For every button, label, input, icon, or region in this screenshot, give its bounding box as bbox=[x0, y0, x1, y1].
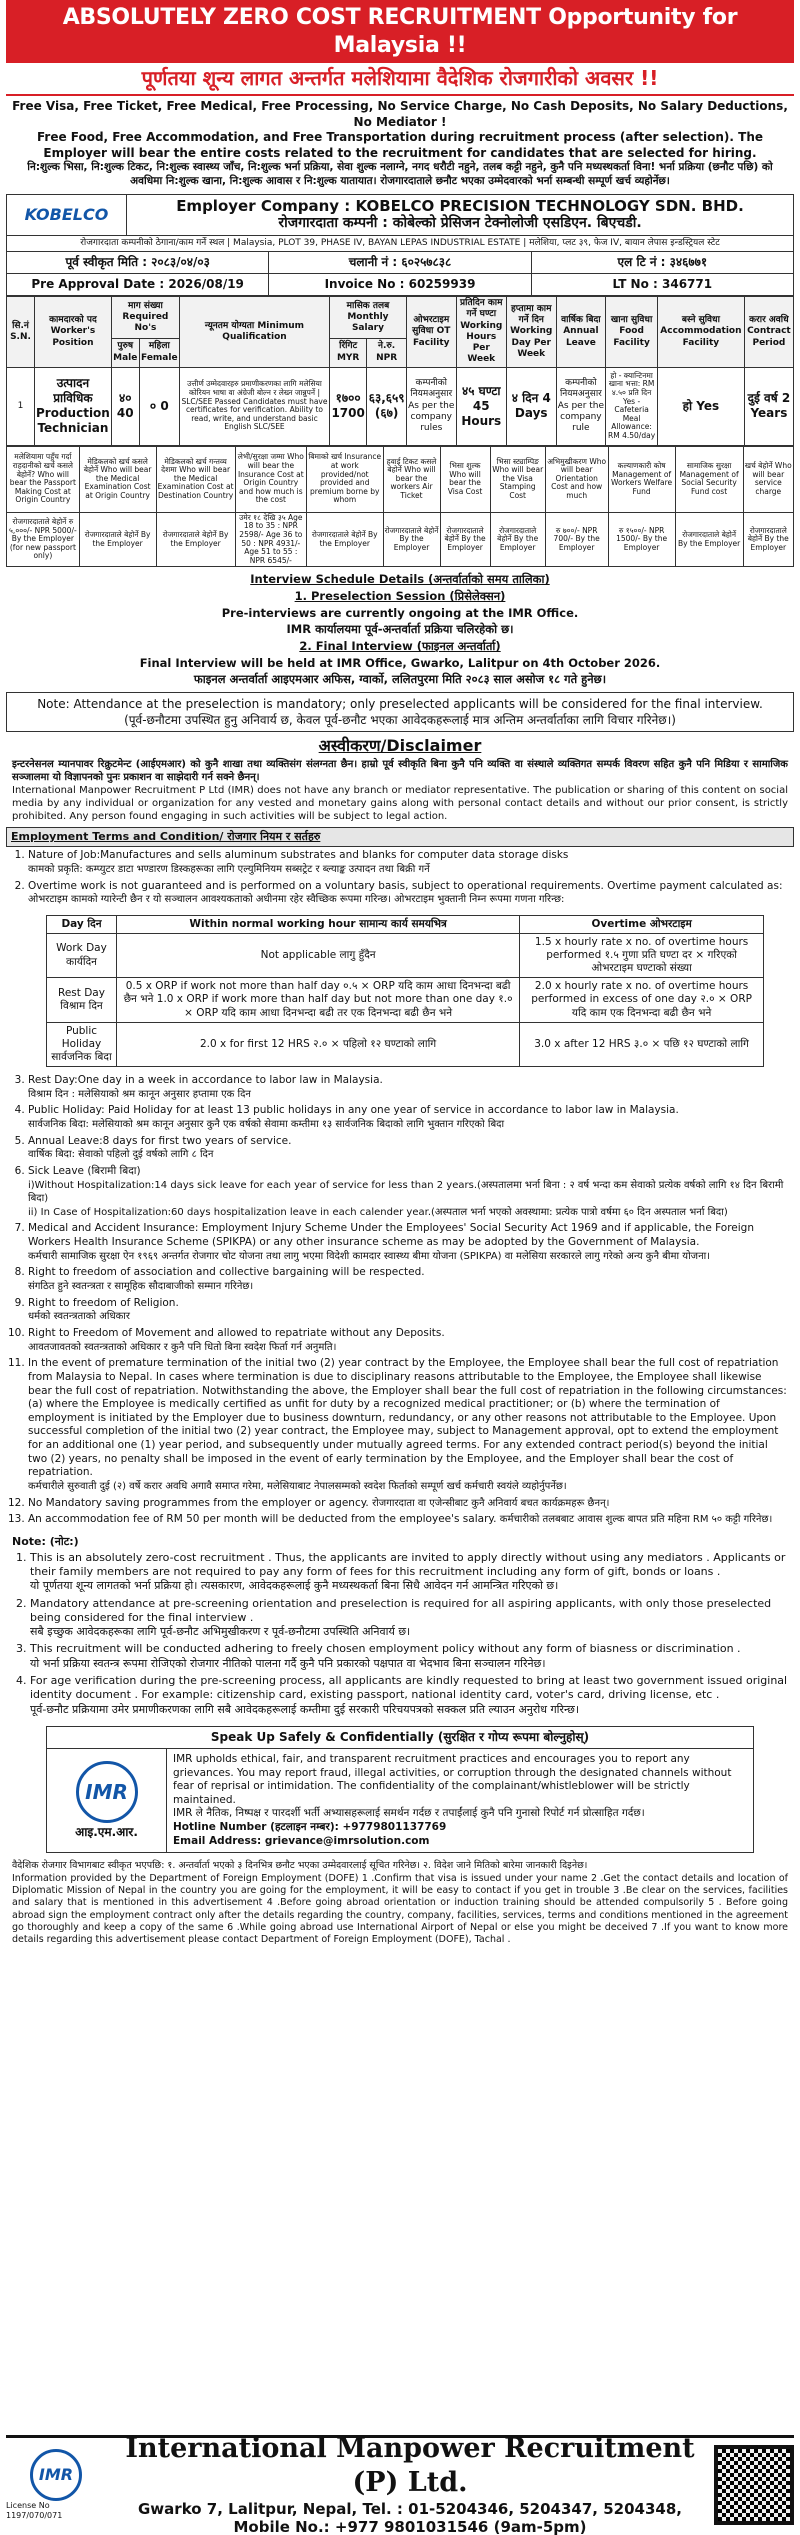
cost-value-cell: रोजगारदाताले बेहोर्ने By the Employer bbox=[490, 512, 545, 567]
footer-address: Gwarko 7, Lalitpur, Nepal, Tel. : 01-5204346, 5204347, 5204348, bbox=[138, 2499, 682, 2518]
job-table bbox=[6, 296, 794, 446]
imr-logo bbox=[47, 1749, 167, 1852]
lt-no-np: एल टि नं : ३४६७७१ bbox=[617, 255, 708, 270]
reference-row-en bbox=[6, 274, 794, 296]
notes-list bbox=[6, 1549, 794, 1722]
final-heading: 2. Final Interview (फाइनल अन्तर्वार्ता) bbox=[299, 639, 501, 654]
note-item: 1. This is an absolutely zero-cost recruitment . Thus, the applicants are invited to apply directly without using any mediators . Applicants or their family members are not required to pay any form of fees for this recruitment including any form of gift, bonds or loans . यो पूर्णतया शून्य लागतको भर्ना प्रक्रिया हो। त्यसकारण, आवेदकहरूलाई कुनै मध्यस्थकर्ता बिना सिधै आवेदन गर्न आमन्त्रित गरिएको छ। bbox=[30, 1551, 788, 1594]
cost-value-cell: रोजगारदाताले बेहोर्ने रु ५,०००/- NPR 5000/- By the Employer (for new passport only) bbox=[7, 512, 80, 567]
lead-line-2: Free Food, Free Accommodation, and Free Transportation during recruitment process (after selection). The bbox=[36, 130, 764, 145]
th-position: कामदारको पद Worker's Position bbox=[35, 297, 112, 368]
pre-approval-np: पूर्व स्वीकृत मिति : २०८३/०४/०३ bbox=[7, 252, 269, 273]
interview-title: Interview Schedule Details (अन्तर्वार्ताको समय तालिका) bbox=[250, 572, 550, 587]
dofe-info-en: Information provided by the Department of Foreign Employment (DOFE) 1 .Confirm that visa is issued under your name 2 .Get the contact details and location of Diplomatic Mission of Nepal in the country you are going for the employment, it will be easy to contact if you get in trouble 3 .Be clear on the services, facilities and salary that is mentioned in this advertisement 4 .Before going abroad orientation or induction training should be attended compulsorily 5 . Before going abroad sign the employment contract only after the details regarding the country, company, facilities, services, terms and conditions mentioned in the agreement go thoroughly and keep a copy of the same 6 .While going abroad use International Airport of Nepal or else you might be deceived 7 .If you want to know more details regarding this advertisement please contact Department of Foreign Employment (DOFE), Tachal . bbox=[12, 1872, 788, 1946]
cell-qualification: उत्तीर्ण उम्मेदवारहरु प्रमाणीकरणका लागि मलेसिया कोरियन भाषा वा अंग्रेजी बोल्न र लेख्न जान्नुपर्ने | SLC/SEE Passed Candidates must have certificates for verification. Ability to read, write, and understand basic English SLC/SEE bbox=[179, 367, 329, 445]
th-days: हप्तामा काम गर्ने दिन Working Day Per Week bbox=[506, 297, 556, 368]
ot-th-normal: Within normal working hour सामान्य कार्य समयभित्र bbox=[117, 915, 520, 933]
cell-myr: १७०० 1700 bbox=[329, 367, 366, 445]
footer-company-name: International Manpower Recruitment (P) Ltd. bbox=[125, 2433, 695, 2498]
preselection-heading: 1. Preselection Session (प्रिसेलेक्सन) bbox=[294, 589, 506, 604]
speak-up-title: Speak Up Safely & Confidentially (सुरक्षित र गोप्य रूपमा बोल्नुहोस्) bbox=[47, 1727, 753, 1749]
cost-header-cell: अभिमुखीकरण Who will bear Orientation Cost and how much bbox=[545, 446, 608, 512]
cost-header-cell: सामाजिक सुरक्षा Management of Social Security Fund cost bbox=[675, 446, 743, 512]
kobelco-logo: KOBELCO bbox=[7, 195, 127, 235]
speak-up-text: IMR upholds ethical, fair, and transparent recruitment practices and encourages you to report any grievances. You may report fraud, illegal activities, or corruption through the designated channels without fear of reprisal or intimidation. The confidentiality of the complainant/whistleblower will be strictly maintained. bbox=[173, 1752, 732, 1806]
footer-imr-logo-icon: IMR bbox=[30, 2449, 82, 2501]
term-item: 13. An accommodation fee of RM 50 per month will be deducted from the employee's salary. कर्मचारीको तलबबाट आवास शुल्क बापत प्रति महिना RM ५० कट्टी गरिनेछ। bbox=[28, 1513, 788, 1527]
table-row bbox=[7, 367, 794, 445]
cost-header-cell: बिमाको खर्च Insurance at work provided/not provided and premium borne by whom bbox=[306, 446, 383, 512]
cell-accom: हो Yes bbox=[658, 367, 745, 445]
th-contract: करार अवधि Contract Period bbox=[744, 297, 793, 368]
th-ot: ओभरटाइम सुविधा OT Facility bbox=[406, 297, 456, 368]
table-row: Public Holiday सार्वजनिक बिदा 2.0 x for first 12 HRS २.० × पहिलो १२ घण्टाको लागि 3.0 x after 12 HRS ३.० × पछि १२ घण्टाको लागि bbox=[47, 1022, 764, 1066]
title-english: ABSOLUTELY ZERO COST RECRUITMENT Opportunity for Malaysia !! bbox=[6, 0, 794, 63]
grievance-email[interactable]: Email Address: grievance@imrsolution.com bbox=[173, 1834, 430, 1847]
ot-th-day: Day दिन bbox=[47, 915, 117, 933]
disclaimer-body bbox=[6, 756, 794, 827]
cell-position: उत्पादन प्राविधिक Production Technician bbox=[35, 367, 112, 445]
invoice-np: चलानी नं : ६०२५७८३८ bbox=[269, 252, 531, 273]
interview-schedule bbox=[6, 567, 794, 692]
th-accom: बस्ने सुविधा Accommodation Facility bbox=[658, 297, 745, 368]
disclaimer-title: अस्वीकरण/Disclaimer bbox=[318, 736, 482, 756]
term-item: 4. Public Holiday: Paid Holiday for at least 13 public holidays in any one year of service in accordance to labor law in Malaysia. सार्वजनिक बिदा: मलेसियाको श्रम कानून अनुसार कुनै एक वर्षको सेवामा कम्तीमा १३ सार्वजनिक बिदाको लागि भुक्तान गरिएको बिदा bbox=[28, 1104, 788, 1131]
employer-name-en: Employer Company : KOBELCO PRECISION TECHNOLOGY SDN. BHD. bbox=[176, 196, 744, 215]
th-female: महिला Female bbox=[139, 338, 179, 367]
cost-header-cell: कल्याणकारी कोष Management of Workers Welfare Fund bbox=[608, 446, 675, 512]
footer-mobile: Mobile No.: +977 9801031546 (9am-5pm) bbox=[233, 2518, 587, 2535]
cell-food: हो - क्यान्टिनमा खाना भत्ता: RM ४.५० प्रति दिन Yes - Cafeteria Meal Allowance: RM 4.50/day bbox=[606, 367, 658, 445]
cell-hours: ४५ घण्टा 45 Hours bbox=[456, 367, 506, 445]
employer-block bbox=[6, 194, 794, 236]
cell-ot: कम्पनीको नियमअनुसार As per the company rules bbox=[406, 367, 456, 445]
th-male: पुरुष Male bbox=[111, 338, 139, 367]
term-item: 12. No Mandatory saving programmes from the employer or agency. रोजगारदाता वा एजेन्सीबाट कुनै अनिवार्य बचत कार्यक्रमहरू छैनन्। bbox=[28, 1497, 788, 1511]
cell-male: ४० 40 bbox=[111, 367, 139, 445]
employer-name-np: रोजगारदाता कम्पनी : कोबेल्को प्रेसिजन टेक्नोलोजी एसडिएन. बिएचडी. bbox=[278, 215, 642, 232]
cost-table bbox=[6, 446, 794, 568]
speak-up-text-np: IMR ले नैतिक, निष्पक्ष र पारदर्शी भर्ती अभ्यासहरूलाई समर्थन गर्दछ र तपाईंलाई कुनै पनि गुनासो रिपोर्ट गर्न प्रोत्साहित गर्दछ। bbox=[173, 1807, 645, 1820]
note-item: 2. Mandatory attendance at pre-screening orientation and preselection is required for all aspiring applicants, with only those preselected being considered for the final interview . सबै इच्छुक आवेदकहरूका लागि पूर्व-छनौट अभिमुखीकरण र पूर्व-छनौटमा उपस्थिति अनिवार्य छ। bbox=[30, 1597, 788, 1640]
attendance-en: Note: Attendance at the preselection is mandatory; only preselected applicants will be considered for the final interview. bbox=[37, 697, 763, 712]
disclaimer-np: इन्टरनेसनल म्यानपावर रिक्रुटमेन्ट (आईएमआर) को कुनै शाखा तथा व्यक्तिसंग संलग्नता छैन। हाम्रो पूर्व स्वीकृति बिना कुनै पनि व्यक्ति वा संस्थाले व्यक्तिगत सम्पर्क विवरण सहित कुनै पनि मिडिया र सामाजिक सञ्जालमा यो विज्ञापनको पुनः प्रकाशन वा साझेदारी गर्न सक्ने छैनन्। bbox=[12, 759, 788, 784]
cost-header-cell: मेडिकलको खर्च गन्तव्य देशमा Who will bear the Medical Examination Cost at Destination Country bbox=[156, 446, 235, 512]
th-required: माग संख्या Required No's bbox=[111, 297, 179, 339]
cell-sn: 1 bbox=[7, 367, 35, 445]
term-item: 7. Medical and Accident Insurance: Employment Injury Scheme Under the Employees' Social Security Act 1969 and if applicable, the Foreign Workers Health Insurance Scheme (SPIKPA) or any other insurance scheme as may be adopted by the Government of Malaysia. कर्मचारी सामाजिक सुरक्षा ऐन १९६९ अन्तर्गत रोजगार चोट योजना तथा लागु भएमा विदेशी कामदार स्वास्थ्य बीमा योजना (SPIKPA) वा मलेसिया सरकारले लागु गरेको अन्य कुनै बीमा योजना। bbox=[28, 1222, 788, 1263]
cell-female: ० 0 bbox=[139, 367, 179, 445]
cost-value-cell: रु १५००/- NPR 1500/- By the Employer bbox=[608, 512, 675, 567]
note-item: 3. This recruitment will be conducted adhering to freely chosen employment policy without any form of biasness or discrimination . यो भर्ना प्रक्रिया स्वतन्त्र रूपमा रोजिएको रोजगार नीतिको पालना गर्दै कुनै पनि प्रकारको पक्षपात वा भेदभाव बिना सञ्चालन गरिनेछ। bbox=[30, 1642, 788, 1671]
cost-header-cell: भिसा शुल्क Who will bear the Visa Cost bbox=[440, 446, 490, 512]
lead-line-3: Employer will bear the entire costs related to the recruitment for candidates that are selected for hiring. bbox=[43, 145, 757, 160]
th-leave: वार्षिक बिदा Annual Leave bbox=[556, 297, 606, 368]
cost-header-cell: लेभी/सुरक्षा जम्मा Who will bear the Insurance Cost at Origin Country and how much is the cost bbox=[235, 446, 306, 512]
preselection-np: IMR कार्यालयमा पूर्व-अन्तर्वार्ता प्रक्रिया चलिरहेको छ। bbox=[286, 622, 514, 637]
cost-value-cell: रोजगारदाताले बेहोर्ने By the Employer bbox=[383, 512, 440, 567]
free-benefits bbox=[6, 96, 794, 192]
ot-th-over: Overtime ओभरटाइम bbox=[520, 915, 764, 933]
cost-value-cell: रोजगारदाताले बेहोर्ने By the Employer bbox=[306, 512, 383, 567]
table-row: Work Day कार्यदिन Not applicable लागु हुँदैन 1.5 x hourly rate x no. of overtime hours performed १.५ गुणा प्रति घण्टा दर × गरिएको ओभरटाइम घण्टाको संख्या bbox=[47, 933, 764, 977]
cost-value-cell: रोजगारदाताले बेहोर्ने By the Employer bbox=[79, 512, 156, 567]
table-row: Rest Day विश्राम दिन 0.5 x ORP if work not more than half day ०.५ × ORP यदि काम आधा दिनभन्दा बढी छैन भने 1.0 x ORP if work more than half day but not more than one day १.० × ORP यदि काम आधा दिनभन्दा बढी तर एक दिनभन्दा बढी छैन भने 2.0 x hourly rate x no. of overtime hours performed in excess of one day २.० × ORP यदि काम एक दिनभन्दा बढी छैन भने bbox=[47, 978, 764, 1022]
term-item: 10. Right to Freedom of Movement and allowed to repatriate without any Deposits. आवतजावतको स्वतन्त्रताको अधिकार र कुनै पनि धितो बिना स्वदेश फिर्ता गर्न अनुमति। bbox=[28, 1327, 788, 1354]
th-myr: रिंगिट MYR bbox=[329, 338, 366, 367]
term-item: 3. Rest Day:One day in a week in accordance to labor law in Malaysia. विश्राम दिन : मलेसियाको श्रम कानून अनुसार हप्तामा एक दिन bbox=[28, 1074, 788, 1101]
cell-days: ४ दिन 4 Days bbox=[506, 367, 556, 445]
speak-up-box bbox=[46, 1726, 754, 1853]
notes-title: Note: (नोट:) bbox=[12, 1534, 79, 1548]
term-item: 6. Sick Leave (बिरामी बिदा) i)Without Hospitalization:14 days sick leave for each year of service for less than 2 years.(अस्पतालमा भर्ना बिना : २ वर्ष भन्दा कम सेवाको प्रत्येक वर्षको लागि १४ दिन बिरामी बिदा) ii) In Case of Hospitalization:60 days hospitalization leave in each calender year.(अस्पताल भर्ना भएको अवस्थामा: प्रत्येक पात्रो वर्षमा ६० दिन अस्पताल भर्ना बिदा) bbox=[28, 1165, 788, 1220]
lt-number: LT No : 346771 bbox=[612, 277, 713, 292]
th-salary: मासिक तलब Monthly Salary bbox=[329, 297, 406, 339]
cost-header-cell: मलेशियामा पहुँच गर्दा राहदानीको खर्च कसले बेहोर्ने? Who will bear the Passport Making Cost at Origin Country bbox=[7, 446, 80, 512]
final-np: फाइनल अन्तर्वार्ता आइएमआर अफिस, ग्वार्को, ललितपुरमा मिति २०८३ साल असोज १८ गते हुनेछ। bbox=[193, 672, 607, 687]
cost-value-cell: उमेर १८ देखि ३५ Age 18 to 35 : NPR 2598/- Age 36 to 50 : NPR 4931/- Age 51 to 55 : NPR 6545/- bbox=[235, 512, 306, 567]
terms-list bbox=[6, 847, 794, 912]
cost-header-cell: खर्च बेहोर्ने Who will bear service charge bbox=[743, 446, 793, 512]
terms-list-continued bbox=[6, 1072, 794, 1532]
term-item: 11. In the event of premature termination of the initial two (2) year contract by the Employee, the Employee shall bear the full cost of repatriation from Malaysia to Nepal. In cases where termination is due to disciplinary reasons attributable to the Employee, the Employee shall likewise bear the full cost of repatriation. Notwithstanding the above, the Employer shall bear the full cost of repatriation in the following circumstances: (a) where the Employee is medically certified as unfit for duty by a recognized medical practitioner; or (b) where the termination of employment is initiated by the Employer due to business downturn, redundancy, or any other reasons not attributable to the Employee. Upon successful completion of the initial two (2) year contract, the Employee may, subject to Management approval, opt to extend the employment for an additional one (1) year period, and subsequently under mutually agreed terms. For any extended contract period(s) beyond the initial two (2) years, no penalty shall be imposed in the event of early termination by the Employee, and the Employer shall bear the cost of repatriation. कर्मचारीले सुरुवाती दुई (२) वर्षे करार अवधि अगावै समाप्त गरेमा, मलेसियाबाट नेपालसम्मको स्वदेश फिर्ताको सम्पूर्ण खर्च कर्मचारी स्वयंले व्यहोर्नुपर्नेछ। bbox=[28, 1357, 788, 1493]
term-item: 5. Annual Leave:8 days for first two years of service. वार्षिक बिदा: सेवाको पहिलो दुई वर्षको लागि ८ दिन bbox=[28, 1135, 788, 1162]
imr-logo-icon: IMR bbox=[76, 1761, 138, 1823]
attendance-np: (पूर्व-छनौटमा उपस्थित हुनु अनिवार्य छ, केवल पूर्व-छनौट भएका आवेदकहरूलाई मात्र अन्तिम अन्तर्वार्ताका लागि विचार गरिनेछ।) bbox=[124, 713, 676, 728]
term-item: 9. Right to freedom of Religion. धर्मको स्वतन्त्रताको अधिकार bbox=[28, 1297, 788, 1324]
hotline-number: Hotline Number (हटलाइन नम्बर): +9779801137769 bbox=[173, 1821, 447, 1834]
terms-title: Employment Terms and Condition/ रोजगार नियम र सर्तहरु bbox=[6, 827, 794, 847]
cost-value-row bbox=[7, 512, 794, 567]
cost-header-cell: हवाई टिकट कसले बेहोर्ने Who will bear the workers Air Ticket bbox=[383, 446, 440, 512]
cell-leave: कम्पनीको नियमअनुसार As per the company rule bbox=[556, 367, 606, 445]
cost-header-cell: मेडिकलको खर्च कसले बेहोर्ने Who will bear the Medical Examination Cost at Origin Country bbox=[79, 446, 156, 512]
th-hours: प्रतिदिन काम गर्ने घण्टा Working Hours Per Week bbox=[456, 297, 506, 368]
th-qualification: न्यूनतम योग्यता Minimum Qualification bbox=[179, 297, 329, 368]
cost-value-cell: रोजगारदाताले बेहोर्ने By the Employer bbox=[743, 512, 793, 567]
attendance-note bbox=[6, 692, 794, 732]
footer bbox=[6, 2433, 794, 2535]
term-item: 1. Nature of Job:Manufactures and sells aluminum substrates and blanks for computer data storage disks कामको प्रकृति: कम्प्युटर डाटा भण्डारण डिस्कहरूका लागि एल्युमिनियम सब्सट्रेट र ब्ल्याङ्क उत्पादन तथा बिक्री गर्ने bbox=[28, 849, 788, 876]
cost-value-cell: रोजगारदाताले बेहोर्ने By the Employer bbox=[156, 512, 235, 567]
reference-row-np bbox=[6, 252, 794, 274]
title-nepali: पूर्णतया शून्य लागत अन्तर्गत मलेशियामा वैदेशिक रोजगारीको अवसर !! bbox=[6, 63, 794, 96]
th-npr: ने.रु. NPR bbox=[367, 338, 407, 367]
term-item: 2. Overtime work is not guaranteed and is performed on a voluntary basis, subject to operational requirements. Overtime payment calculated as: ओभरटाइम कामको ग्यारेन्टी छैन र यो सञ्चालन आवश्यकताको अधीनमा रहेर स्वैच्छिक रूपमा गरिन्छ। ओभरटाइम भुक्तानी निम्न रूपमा गणना गरिन्छ: bbox=[28, 880, 788, 907]
pre-approval-date: Pre Approval Date : 2026/08/19 bbox=[7, 274, 269, 295]
disclaimer-en: International Manpower Recruitment P Ltd (IMR) does not have any branch or mediator representative. The publication or sharing of this content on social media by any individual or organization for any vested and monetary gains along with personal contact details and without our prior consent, is strictly prohibited. Any person found engaging in such activities will be subject to legal action. bbox=[12, 785, 788, 823]
lead-nepali: नि:शुल्क भिसा, नि:शुल्क टिकट, नि:शुल्क स्वास्थ्य जाँच, नि:शुल्क भर्ना प्रक्रिया, सेवा शुल्क नलाग्ने, नगद धरौटी नहुने, तलब कट्टी नहुने, कुनै पनि मध्यस्थकर्ता विना! भर्ना प्रक्रिया (छनौट पछि) को अवधिमा नि:शुल्क खाना, नि:शुल्क आवास र नि:शुल्क यातायात। रोजगारदाताले छनौट भएका उम्मेदवारको भर्ना सम्बन्धी सम्पूर्ण खर्च व्यहोर्नेछ। bbox=[27, 161, 773, 188]
th-sn: सि.नं S.N. bbox=[7, 297, 35, 368]
cell-contract: दुई वर्ष 2 Years bbox=[744, 367, 793, 445]
dofe-info bbox=[6, 1857, 794, 1949]
cell-npr: ६३,६५९ (६७) bbox=[367, 367, 407, 445]
license-number: License No 1197/070/071 bbox=[6, 2500, 63, 2520]
dofe-info-np: वैदेशिक रोजगार विभागबाट स्वीकृत भएपछि: १. अन्तर्वार्ता भएको ३ दिनभित्र छनौट भएका उम्मेदवारलाई सूचित गरिनेछ। २. विदेश जाने मितिको बारेमा जानकारी दिइनेछ। bbox=[12, 1860, 588, 1872]
cost-header-cell: भिसा स्ट्याम्पिङ Who will bear the Visa Stamping Cost bbox=[490, 446, 545, 512]
preselection-en: Pre-interviews are currently ongoing at the IMR Office. bbox=[221, 605, 579, 620]
employer-address: रोजगारदाता कम्पनीको ठेगाना/काम गर्ने स्थल | Malaysia, PLOT 39, PHASE IV, BAYAN LEPAS INDUSTRIAL ESTATE | मलेशिया, प्लट ३९, फेज IV, बायान लेपास इन्डस्ट्रियल स्टेट bbox=[6, 236, 794, 252]
cost-value-cell: रोजगारदाताले बेहोर्ने By the Employer bbox=[440, 512, 490, 567]
th-food: खाना सुविधा Food Facility bbox=[606, 297, 658, 368]
qr-code-icon[interactable] bbox=[714, 2445, 794, 2525]
note-item: 4. For age verification during the pre-screening process, all applicants are kindly requested to bring at least two government issued original identity document . For example: citizenship card, existing passport, national identity card, voter's card, driving license, etc . पूर्व-छनौट प्रक्रियामा उमेर प्रमाणीकरणका लागि सबै आवेदकहरूलाई कम्तीमा दुई सरकारी परिचयपत्रको सक्कल प्रति ल्याउन अनुरोध गरिन्छ। bbox=[30, 1674, 788, 1717]
imr-logo-caption: आइ.एम.आर. bbox=[75, 1825, 138, 1840]
cost-value-cell: रोजगारदाताले बेहोर्ने By the Employer bbox=[675, 512, 743, 567]
cost-header-row bbox=[7, 446, 794, 512]
cost-value-cell: रु ७००/- NPR 700/- By the Employer bbox=[545, 512, 608, 567]
lead-line-1: Free Visa, Free Ticket, Free Medical, Free Processing, No Service Charge, No Cash Deposits, No Salary Deductions, No Mediator ! bbox=[12, 99, 788, 129]
final-en: Final Interview will be held at IMR Office, Gwarko, Lalitpur on 4th October 2026. bbox=[139, 655, 661, 670]
invoice-number: Invoice No : 60259939 bbox=[269, 274, 531, 295]
overtime-table bbox=[46, 915, 764, 1067]
term-item: 8. Right to freedom of association and collective bargaining will be respected. संगठित हुने स्वतन्त्रता र सामूहिक सौदाबाजीको सम्मान गरिनेछ। bbox=[28, 1266, 788, 1293]
